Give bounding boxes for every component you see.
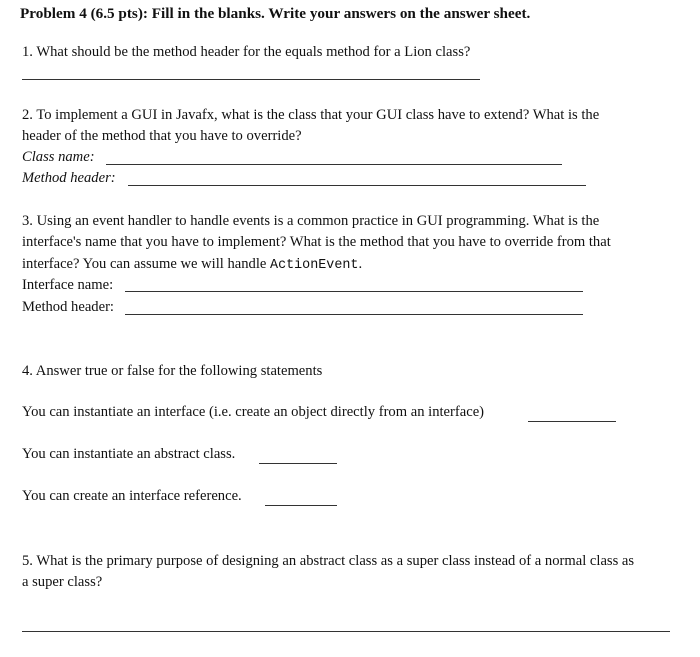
question-1-text: 1. What should be the method header for the equals method for a Lion class?: [22, 44, 471, 60]
statement-3: You can create an interface reference.: [22, 488, 242, 504]
method-header-label-q3: Method header:: [22, 299, 114, 315]
answer-line-statement-3[interactable]: [265, 505, 337, 506]
answer-line-q5[interactable]: [22, 631, 670, 632]
question-3-line-3-prefix: interface? You can assume we will handle: [22, 256, 267, 272]
interface-name-label: Interface name:: [22, 277, 114, 293]
action-event-code: ActionEvent: [270, 258, 359, 273]
statement-2: You can instantiate an abstract class.: [22, 446, 236, 462]
question-4-intro: 4. Answer true or false for the following statements: [22, 363, 323, 379]
answer-line-interface-name[interactable]: [125, 291, 583, 292]
answer-line-q1[interactable]: [22, 79, 480, 80]
question-3-line-2: interface's name that you have to implement? What is the method that you have to override from that: [22, 234, 611, 250]
question-3-line-3: [22, 256, 362, 273]
question-2-line-1: 2. To implement a GUI in Javafx, what is the class that your GUI class have to extend? What is the: [22, 107, 600, 123]
question-5-line-1: 5. What is the primary purpose of designing an abstract class as a super class instead of a normal class as: [22, 553, 635, 569]
question-3-line-1: 3. Using an event handler to handle events is a common practice in GUI programming. What is the: [22, 213, 600, 229]
question-2-line-2: header of the method that you have to override?: [22, 128, 302, 144]
answer-line-method-header-q3[interactable]: [125, 314, 583, 315]
answer-line-method-header-q2[interactable]: [128, 185, 586, 186]
answer-line-statement-1[interactable]: [528, 421, 616, 422]
class-name-label: Class name:: [22, 149, 95, 165]
question-3-line-3-suffix: .: [358, 256, 363, 272]
answer-line-statement-2[interactable]: [259, 463, 337, 464]
method-header-label-q2: Method header:: [22, 170, 116, 186]
page-title: Problem 4 (6.5 pts): Fill in the blanks. Write your answers on the answer sheet.: [20, 5, 531, 22]
answer-line-class-name[interactable]: [106, 164, 562, 165]
statement-1: You can instantiate an interface (i.e. create an object directly from an interface): [22, 404, 485, 420]
question-5-line-2: a super class?: [22, 574, 103, 590]
